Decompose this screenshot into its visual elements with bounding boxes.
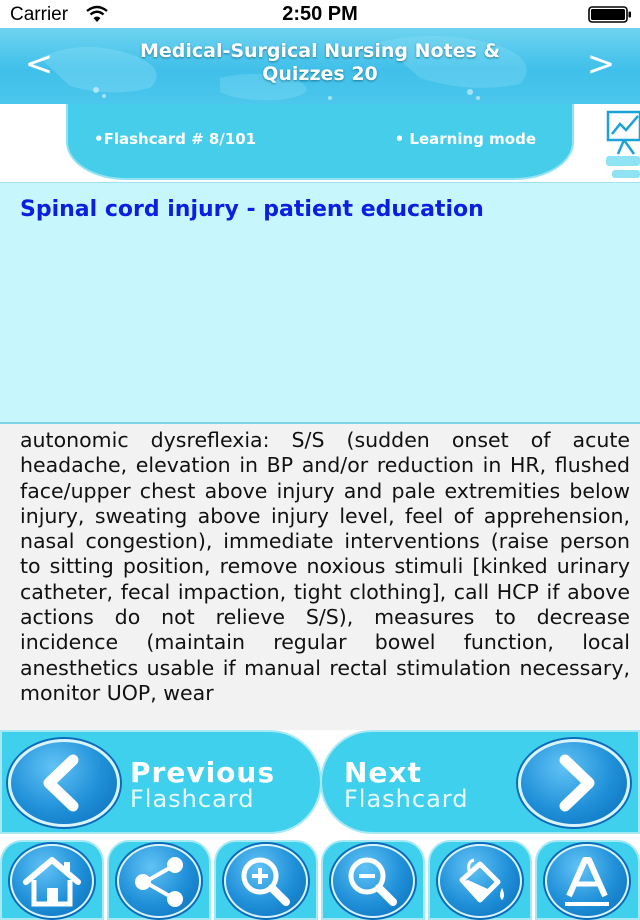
page-title: Medical-Surgical Nursing Notes & Quizzes 20 — [139, 40, 501, 85]
flashcard-title: Spinal cord injury - patient education — [20, 197, 484, 222]
zoom-in-icon — [226, 846, 306, 916]
zoom-out-button[interactable] — [321, 840, 425, 920]
presentation-chart-icon[interactable] — [604, 104, 640, 182]
app-header — [0, 28, 640, 104]
info-bar — [0, 104, 640, 182]
next-label: Next — [344, 756, 422, 789]
home-button[interactable] — [0, 840, 104, 920]
flashcard-title-panel — [0, 182, 640, 424]
share-button[interactable] — [107, 840, 211, 920]
flashcard-counter: •Flashcard # 8/101 — [94, 130, 257, 148]
font-icon — [547, 846, 627, 916]
back-arrow-button[interactable]: < — [24, 44, 54, 84]
learning-mode-label: • Learning mode — [394, 130, 536, 148]
share-icon — [119, 846, 199, 916]
home-icon — [12, 846, 92, 916]
carrier-label: Carrier — [10, 4, 69, 25]
bottom-toolbar — [0, 834, 640, 920]
info-pill — [66, 104, 574, 180]
flashcard-navigation — [0, 730, 640, 834]
zoom-in-button[interactable] — [214, 840, 318, 920]
chevron-right-icon — [521, 742, 627, 824]
flashcard-body-panel[interactable] — [0, 424, 640, 730]
zoom-in-button-circle — [224, 844, 308, 918]
previous-label: Previous — [130, 756, 276, 789]
chevron-left-icon — [11, 742, 117, 824]
zoom-out-button-circle — [331, 844, 415, 918]
previous-sublabel: Flashcard — [130, 785, 255, 813]
theme-color-button-circle — [438, 844, 522, 918]
font-button-circle — [545, 844, 629, 918]
forward-arrow-button[interactable]: > — [586, 44, 616, 84]
status-time: 2:50 PM — [282, 3, 358, 25]
next-sublabel: Flashcard — [344, 785, 469, 813]
previous-arrow-circle — [8, 739, 120, 827]
theme-color-button[interactable] — [428, 840, 532, 920]
next-flashcard-button[interactable] — [320, 730, 640, 834]
battery-icon — [588, 6, 632, 23]
font-button[interactable] — [535, 840, 640, 920]
paint-bucket-icon — [440, 846, 520, 916]
previous-flashcard-button[interactable] — [0, 730, 322, 834]
zoom-out-icon — [333, 846, 413, 916]
flashcard-body-text: autonomic dysreflexia: S/S (sudden onset of acute headache, elevation in BP and/or reduction in HR, flushed face/upper chest above injury and pale extremities below injury, sweating above injury level, feel of apprehension, nasal congestion), immediate interventions (raise person to sitting position, remove noxious stimuli [kinked urinary catheter, fecal impaction, tight clothing], call HCP if above actions do not relieve S/S), measures to decrease incidence (maintain regular bowel function, local anesthetics usable if manual rectal stimulation necessary, monitor UOP, wear — [20, 428, 630, 705]
next-arrow-circle — [518, 739, 630, 827]
share-button-circle — [117, 844, 201, 918]
status-bar — [0, 0, 640, 28]
home-button-circle — [10, 844, 94, 918]
